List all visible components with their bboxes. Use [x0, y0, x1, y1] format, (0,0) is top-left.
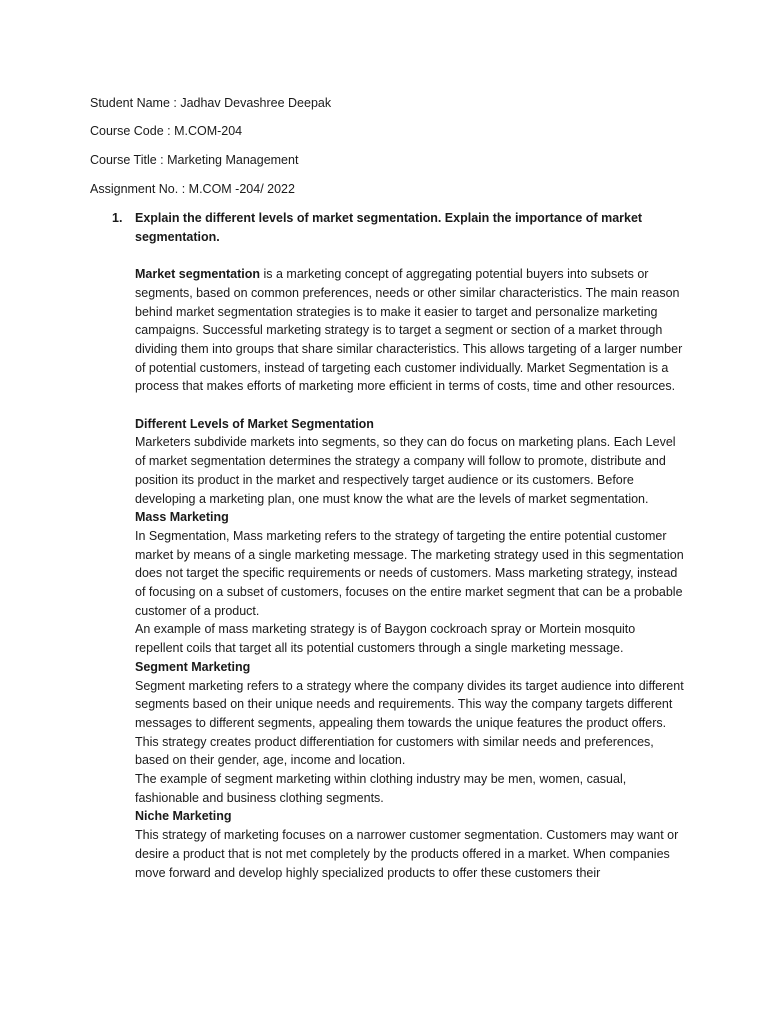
segment-marketing-heading: Segment Marketing: [135, 659, 251, 674]
levels-paragraph: Marketers subdivide markets into segments, so they can do focus on marketing plans. Each Level of market segmentation determines the strategy a company will follow to promote, distribute and position its product in the market and respectively target audience or its customers. Before developing a marketing plan, one must know the what are the levels of market segmentation.: [135, 435, 676, 506]
question-number: 1.: [112, 211, 123, 225]
intro-text: is a marketing concept of aggregating potential buyers into subsets or segments, based on common preferences, needs or other similar characteristics. The main reason behind market segmentation strategies is to make it easier to target and personalize marketing campaigns. Successful marketing strategy is to target a segment or section of a market through dividing them into groups that share similar characteristics. This allows targeting of a larger number of potential customers, instead of targeting each customer individually. Market Segmentation is a process that makes efforts of marketing more efficient in terms of costs, time and other resources.: [135, 267, 683, 394]
levels-heading: Different Levels of Market Segmentation: [135, 416, 374, 431]
mass-marketing-heading: Mass Marketing: [135, 510, 229, 525]
course-title: Course Title : Marketing Management: [90, 153, 299, 167]
mass-marketing-paragraph: In Segmentation, Mass marketing refers to the strategy of targeting the entire potential customer market by means of a single marketing message. The marketing strategy used in this segmentation does not target the specific requirements or needs of customers. Mass marketing strategy, instead of focusing on a subset of customers, focuses on the entire market segment that can be a probable customer of a product.: [135, 528, 684, 618]
student-name: Student Name : Jadhav Devashree Deepak: [90, 96, 332, 110]
niche-marketing-heading: Niche Marketing: [135, 809, 232, 824]
intro-paragraph: [135, 265, 685, 396]
answer-body: [135, 209, 685, 882]
segment-marketing-paragraph: Segment marketing refers to a strategy where the company divides its target audience into different segments based on their unique needs and requirements. This way the company targets different messages to different segments, appealing them towards the unique features the product offers. This strategy creates product differentiation for customers with similar needs and preferences, based on their gender, age, income and location.: [135, 678, 684, 768]
course-code: Course Code : M.COM-204: [90, 124, 243, 138]
question-text: Explain the different levels of market segmentation. Explain the importance of market segmentation.: [135, 211, 643, 244]
niche-marketing-paragraph: This strategy of marketing focuses on a narrower customer segmentation. Customers may want or desire a product that is not met completely by the products offered in a market. When companies move forward and develop highly specialized products to offer these customers their: [135, 828, 679, 880]
assignment-number: Assignment No. : M.COM -204/ 2022: [90, 182, 295, 196]
intro-term: Market segmentation: [135, 267, 261, 282]
segment-marketing-example: The example of segment marketing within clothing industry may be men, women, casual, fashionable and business clothing segments.: [135, 772, 627, 805]
mass-marketing-example: An example of mass marketing strategy is of Baygon cockroach spray or Mortein mosquito repellent coils that target all its potential customers through a single marketing message.: [135, 622, 636, 656]
